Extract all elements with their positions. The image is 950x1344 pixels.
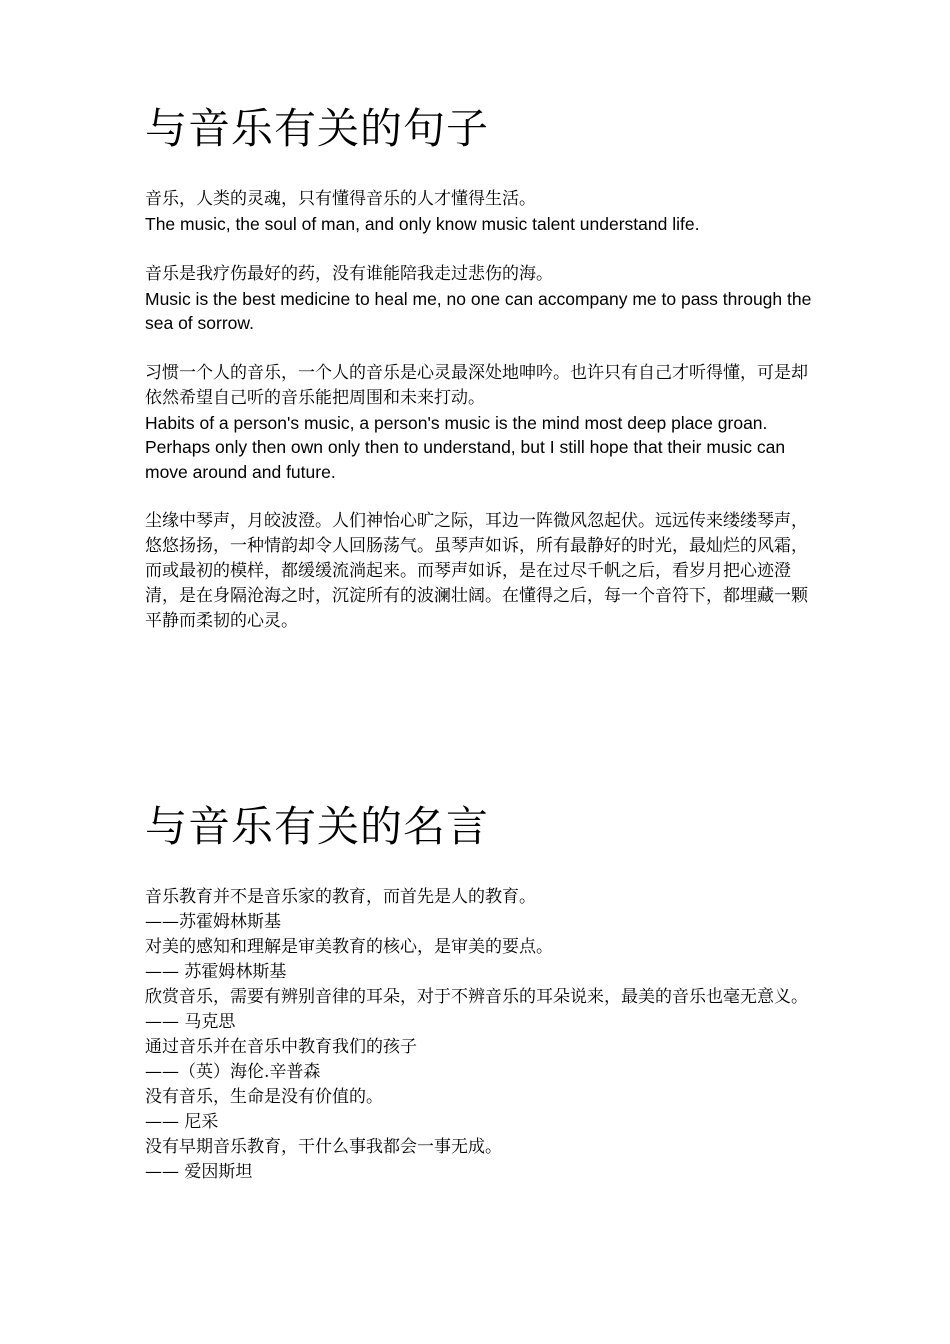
sentence-zh-1: 音乐，人类的灵魂，只有懂得音乐的人才懂得生活。: [145, 189, 536, 209]
quote-text-2: 对美的感知和理解是审美教育的核心，是审美的要点。: [145, 937, 553, 957]
sentence-zh-3: 习惯一个人的音乐，一个人的音乐是心灵最深处地呻吟。也许只有自己才听得懂，可是却依然希望自己听的音乐能把周围和未来打动。: [145, 362, 808, 408]
quote-text-1: 音乐教育并不是音乐家的教育，而首先是人的教育。: [145, 887, 536, 907]
quote-text-4: 通过音乐并在音乐中教育我们的孩子: [145, 1037, 417, 1057]
quote-author-5: —— 尼采: [145, 1112, 219, 1132]
sentence-zh-2: 音乐是我疗伤最好的药，没有谁能陪我走过悲伤的海。: [145, 263, 553, 284]
quote-author-2: —— 苏霍姆林斯基: [145, 962, 287, 982]
quote-author-4: ——（英）海伦.辛普森: [145, 1062, 321, 1082]
sentence-en-1: The music, the soul of man, and only know music talent understand life.: [145, 214, 700, 234]
quote-text-6: 没有早期音乐教育，干什么事我都会一事无成。: [145, 1137, 502, 1157]
sentences-section: [145, 187, 815, 634]
sentence-en-2: Music is the best medicine to heal me, no one can accompany me to pass through the sea of sorrow.: [145, 288, 812, 333]
quote-text-5: 没有音乐，生命是没有价值的。: [145, 1087, 383, 1107]
quote-author-3: —— 马克思: [145, 1012, 236, 1032]
section-title-quotes: 与音乐有关的名言: [145, 802, 490, 851]
section-title-sentences: 与音乐有关的句子: [145, 104, 490, 153]
quote-text-3: 欣赏音乐，需要有辨别音律的耳朵，对于不辨音乐的耳朵说来，最美的音乐也毫无意义。: [145, 987, 808, 1007]
sentence-en-3: Habits of a person's music, a person's music is the mind most deep place groan. Perhaps only then own only then to understand, but I still hope that their music can move around and future.: [145, 412, 786, 482]
sentence-zh-4: 尘缘中琴声，月皎波澄。人们神怡心旷之际，耳边一阵微风忽起伏。远远传来缕缕琴声，悠悠扬扬，一种情韵却令人回肠荡气。虽琴声如诉，所有最静好的时光，最灿烂的风霜，而或最初的模样，都缓缓流淌起来。而琴声如诉，是在过尽千帆之后，看岁月把心迹澄清，是在身隔沧海之时，沉淀所有的波澜壮阔。在懂得之后，每一个音符下，都埋藏一颗平静而柔韧的心灵。: [145, 511, 808, 631]
quote-author-6: —— 爱因斯坦: [145, 1162, 253, 1182]
quote-author-1: ——苏霍姆林斯基: [145, 912, 281, 932]
quotes-section: [145, 885, 815, 1185]
